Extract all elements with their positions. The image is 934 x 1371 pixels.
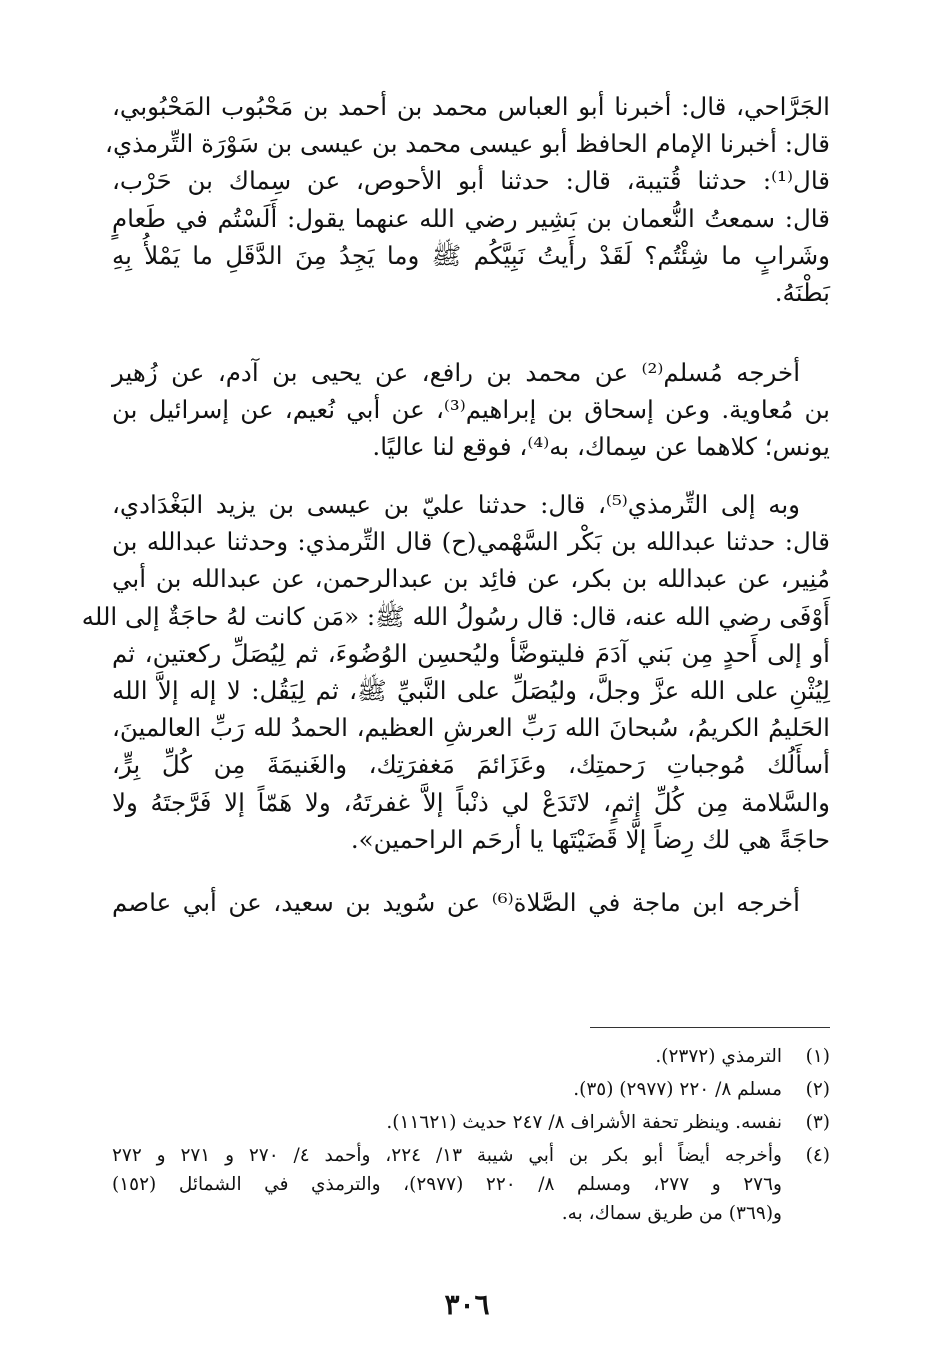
footnote-3	[112, 1108, 830, 1137]
text-line: قال: سمعتُ النُّعمان بن بَشِير رضي الله عنهما يقول: أَلَسْتُم في طَعامٍ	[112, 203, 830, 233]
text-line: الجَرَّاحي، قال: أخبرنا أبو العباس محمد بن أحمد بن مَحْبُوب المَحْبُوبي،	[112, 92, 830, 121]
footnote-text	[112, 1042, 782, 1071]
text-line: لِيُثْنِ على الله عزَّ وجلَّ، وليُصَلِّ على النَّبيِّ ﷺ، ثم لِيَقُل: لا إله إلاَّ الله	[112, 676, 830, 706]
text-line: أو إلى أَحدٍ مِن بَني آدَمَ فليتوضَّأ وليُحسِن الوُضُوءَ، ثم لِيُصَلِّ ركعتين، ثم	[112, 638, 830, 668]
footnote-number: (٢)	[805, 1079, 830, 1100]
text-line: والسَّلامة مِن كُلِّ إثمٍ، لاتَدَعْ لي ذنْباً إلاَّ غفرتَهُ، ولا هَمّاً إلا فَرَّجتَهُ ولا	[112, 787, 830, 817]
text-line: أسأَلُك مُوجباتِ رَحمتِك، وعَزَائمَ مَغفرَتِك، والغَنيمَةَ مِن كُلِّ بِرٍّ،	[112, 750, 830, 780]
paragraph-4	[112, 884, 830, 921]
footnotes	[112, 1042, 830, 1232]
footnote-text	[112, 1108, 782, 1137]
text-line: يونس؛ كلاهما عن سِماك، به⁽⁴⁾، فوقع لنا عاليًا.	[372, 432, 830, 462]
text-line: أخرجه مُسلم⁽²⁾ عن محمد بن رافع، عن يحيى بن آدم، عن زُهير	[112, 358, 800, 387]
page-number: ٣٠٦	[444, 1288, 490, 1321]
text-line: قال⁽¹⁾: حدثنا قُتيبة، قال: حدثنا أبو الأحوص، عن سِماك بن حَرْب،	[112, 166, 830, 196]
footnote-number: (٤)	[805, 1145, 830, 1166]
footnote-1	[112, 1042, 830, 1071]
footnote-line: الترمذي (٢٣٧٢).	[655, 1046, 782, 1067]
footnote-number: (١)	[805, 1046, 830, 1067]
footnote-4	[112, 1141, 830, 1228]
footnote-line: و(٣٦٩) من طريق سماك، به.	[561, 1203, 782, 1224]
text-line: أَوْفَى رضي الله عنه، قال: قال رسُولُ الله ﷺ: «مَن كانت لهُ حاجَةٌ إلى الله	[81, 601, 830, 631]
footnote-separator	[590, 1027, 830, 1028]
footnote-2	[112, 1075, 830, 1104]
text-line: مُنِير، عن عبدالله بن بكر، عن فائِد بن عبدالرحمن، عن عبدالله بن أبي	[112, 564, 830, 594]
text-line: بن مُعاوية. وعن إسحاق بن إبراهيم⁽³⁾، عن أبي نُعيم، عن إسرائيل بن	[112, 395, 830, 425]
footnote-text	[112, 1141, 782, 1228]
text-line: بَطْنَهُ.	[774, 278, 830, 308]
text-line: قال: أخبرنا الإمام الحافظ أبو عيسى محمد بن عيسى بن سَوْرَة التِّرمذي،	[105, 129, 830, 159]
paragraph-3	[81, 486, 830, 858]
paragraph-1	[105, 88, 830, 311]
footnote-text	[112, 1075, 782, 1104]
text-line: وبه إلى التِّرمذي⁽⁵⁾، قال: حدثنا عليّ بن عيسى بن يزيد البَغْدَادي،	[112, 490, 800, 519]
footnote-line: مسلم ٨/ ٢٢٠ (٢٩٧٧) (٣٥).	[573, 1079, 782, 1100]
footnote-number: (٣)	[805, 1112, 830, 1133]
footnote-line: و٢٧٦ و ٢٧٧، ومسلم ٨/ ٢٢٠ (٢٩٧٧)، والترمذي في الشمائل (١٥٢)	[112, 1174, 782, 1195]
text-line: الحَليمُ الكريمُ، سُبحانَ الله رَبِّ العرشِ العظيم، الحمدُ لله رَبِّ العالمينَ،	[112, 713, 830, 743]
text-line: قال: حدثنا عبدالله بن بَكْر السَّهْمي(ح) قال التِّرمذي: وحدثنا عبدالله بن	[112, 527, 830, 557]
text-line: وشَرابٍ ما شِئْتُم؟ لَقَدْ رأَيتُ نَبِيَّكُم ﷺ وما يَجِدُ مِنَ الدَّقَلِ ما يَمْلأُ بِهِ	[112, 240, 830, 270]
paragraph-2	[112, 354, 830, 466]
footnote-line: وأخرجه أيضاً أبو بكر بن أبي شيبة ١٣/ ٢٢٤، وأحمد ٤/ ٢٧٠ و ٢٧١ و ٢٧٢	[112, 1145, 782, 1166]
text-line: أخرجه ابن ماجة في الصَّلاة⁽⁶⁾ عن سُويد بن سعيد، عن أبي عاصم	[112, 888, 800, 917]
footnote-line: نفسه. وينظر تحفة الأشراف ٨/ ٢٤٧ حديث (١١٦٢١).	[386, 1112, 782, 1133]
text-line: حاجَةً هي لك رِضاً إلَّا قَضَيْتَها يا أرحَم الراحمين».	[350, 824, 830, 854]
